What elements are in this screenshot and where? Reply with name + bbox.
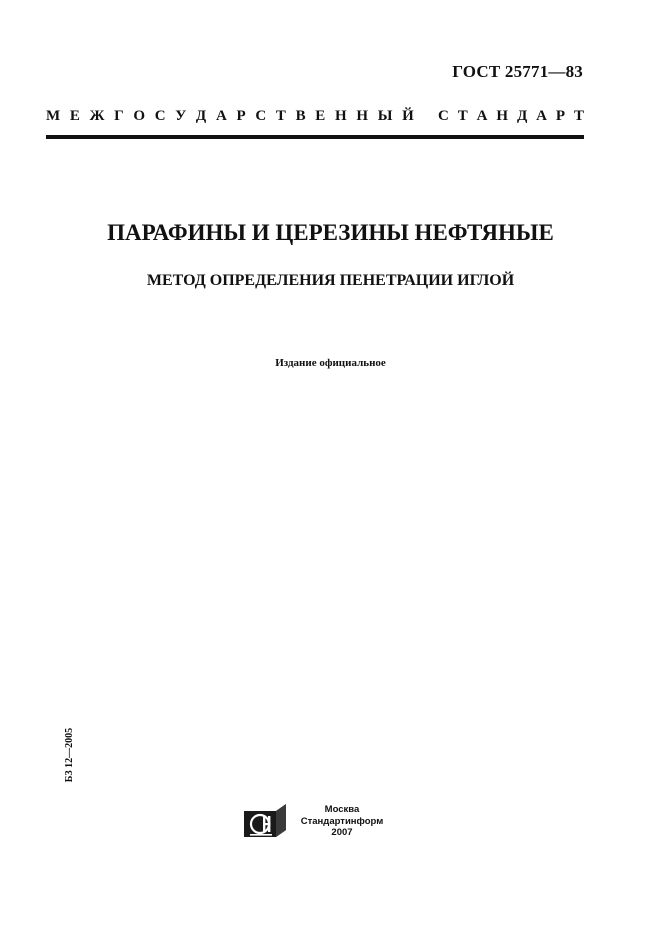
letter: С xyxy=(255,108,267,124)
letter: Д xyxy=(195,108,207,124)
letter: Й xyxy=(402,108,414,124)
letter: Т xyxy=(457,108,468,124)
page-subtitle: МЕТОД ОПРЕДЕЛЕНИЯ ПЕНЕТРАЦИИ ИГЛОЙ xyxy=(146,272,515,289)
letter: Д xyxy=(516,108,528,124)
letter: О xyxy=(133,108,145,124)
letter: Н xyxy=(334,108,347,124)
document-number: ГОСТ 25771—83 xyxy=(452,62,583,81)
standartinform-logo-icon xyxy=(244,804,286,837)
letter: Н xyxy=(356,108,368,124)
standard-type-word-interstate xyxy=(46,108,414,125)
edition-label: Издание официальное xyxy=(275,357,386,369)
letter: Г xyxy=(114,108,124,124)
letter: Е xyxy=(315,108,326,124)
letter: А xyxy=(536,108,547,124)
letter: С xyxy=(154,108,166,124)
letter: Т xyxy=(573,108,584,124)
letter: Р xyxy=(555,108,566,124)
letter: В xyxy=(295,108,306,124)
letter: Р xyxy=(236,108,246,124)
page-title: ПАРАФИНЫ И ЦЕРЕЗИНЫ НЕФТЯНЫЕ xyxy=(107,220,554,245)
letter: Е xyxy=(69,108,80,124)
letter: Т xyxy=(275,108,286,124)
header-divider xyxy=(46,135,584,139)
publisher-block xyxy=(296,804,388,839)
side-catalog-code: БЗ 12—2005 xyxy=(64,727,75,783)
logo-graphic xyxy=(244,804,286,837)
letter: Н xyxy=(496,108,509,124)
standard-type-word-standard xyxy=(438,108,584,125)
publisher-name: Стандартинформ xyxy=(300,815,384,827)
standard-type-heading xyxy=(46,108,584,125)
letter: У xyxy=(175,108,187,124)
publisher-year: 2007 xyxy=(331,827,353,838)
letter: А xyxy=(215,108,227,124)
letter: Ж xyxy=(89,108,105,124)
letter: А xyxy=(476,108,488,124)
publisher-city: Москва xyxy=(324,804,360,815)
letter: С xyxy=(438,108,449,124)
letter: Ы xyxy=(377,108,393,124)
letter: М xyxy=(46,108,61,124)
